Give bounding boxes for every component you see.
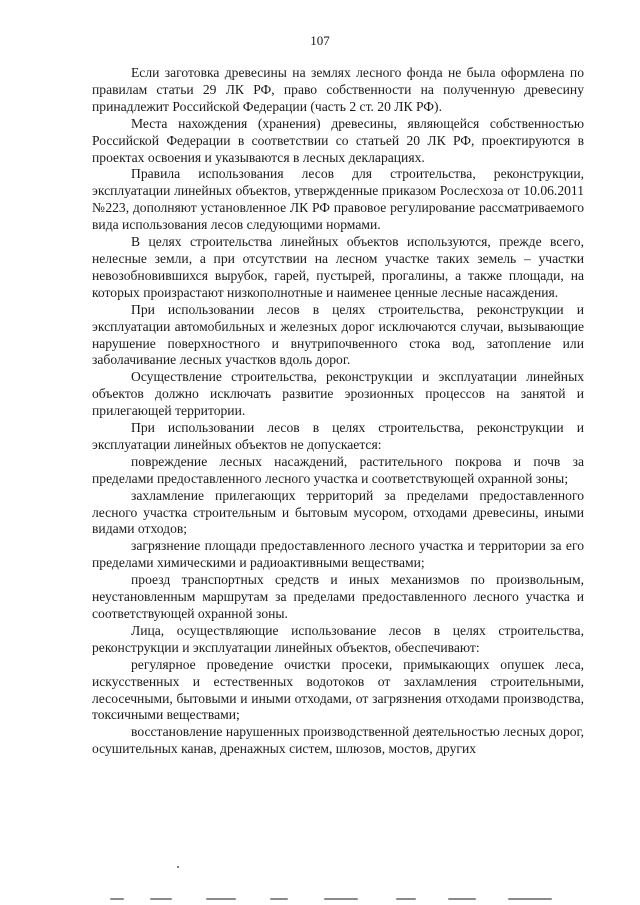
paragraph: Лица, осуществляющие использование лесов в целях строительства, реконструкции и эксплуатации линейных объектов, обеспечивают: (92, 622, 584, 655)
paragraph: Если заготовка древесины на землях лесного фонда не была оформлена по правилам статьи 29 ЛК РФ, право собственности на полученную древесину принадлежит Российской Федерации (часть 2 ст. 20 ЛК РФ). (92, 65, 584, 114)
list-item: загрязнение площади предоставленного лесного участка и территории за его пределами химическими и радиоактивными веществами; (92, 538, 584, 571)
paragraph: Места нахождения (хранения) древесины, являющейся собственностью Российской Федерации в соответствии со статьей 20 ЛК РФ, проектируются в проектах освоения и указываются в лесных декларациях. (92, 115, 584, 165)
list-item: проезд транспортных средств и иных механизмов по произвольным, неустановленным маршрутам за пределами предоставленного лесного участка и соответствующей охранной зоны. (92, 572, 584, 621)
scan-speck (177, 866, 179, 868)
document-body (92, 65, 584, 758)
paragraph: При использовании лесов в целях строительства, реконструкции и эксплуатации линейных объектов не допускается: (92, 420, 584, 452)
scan-edge-artifact (110, 898, 580, 902)
list-item: захламление прилегающих территорий за пределами предоставленного лесного участка строительным и бытовым мусором, отходами древесины, иными видами отходов; (92, 487, 584, 537)
list-item: восстановление нарушенных производственной деятельностью лесных дорог, осушительных канав, дренажных систем, шлюзов, мостов, других (92, 724, 584, 757)
paragraph: В целях строительства линейных объектов используются, прежде всего, нелесные земли, а при отсутствии на лесном участке таких земель – участки невозобновившихся вырубок, гарей, пустырей, прогалины, а также площади, на которых произрастают низкополнотные и наименее ценные лесные насаждения. (92, 234, 584, 300)
list-item: повреждение лесных насаждений, растительного покрова и почв за пределами предоставленного лесного участка и соответствующей охранной зоны; (92, 453, 584, 486)
list-item: регулярное проведение очистки просеки, примыкающих опушек леса, искусственных и естественных водотоков от захламления строительными, лесосечными, бытовыми и иными отходами, от загрязнения отходами производства, токсичными веществами; (92, 656, 584, 723)
paragraph: При использовании лесов в целях строительства, реконструкции и эксплуатации автомобильных и железных дорог исключаются случаи, вызывающие нарушение поверхностного и внутрипочвенного стока вод, затопление или заболачивание лесных участков вдоль дорог. (92, 301, 584, 368)
paragraph: Осуществление строительства, реконструкции и эксплуатации линейных объектов должно исключать развитие эрозионных процессов на занятой и прилегающей территории. (92, 369, 584, 419)
page-number: 107 (310, 33, 330, 48)
paragraph: Правила использования лесов для строительства, реконструкции, эксплуатации линейных объектов, утвержденные приказом Рослесхоза от 10.06.2011 №223, дополняют установленное ЛК РФ правовое регулирование рассматриваемого вида использования лесов следующими нормами. (92, 166, 584, 233)
